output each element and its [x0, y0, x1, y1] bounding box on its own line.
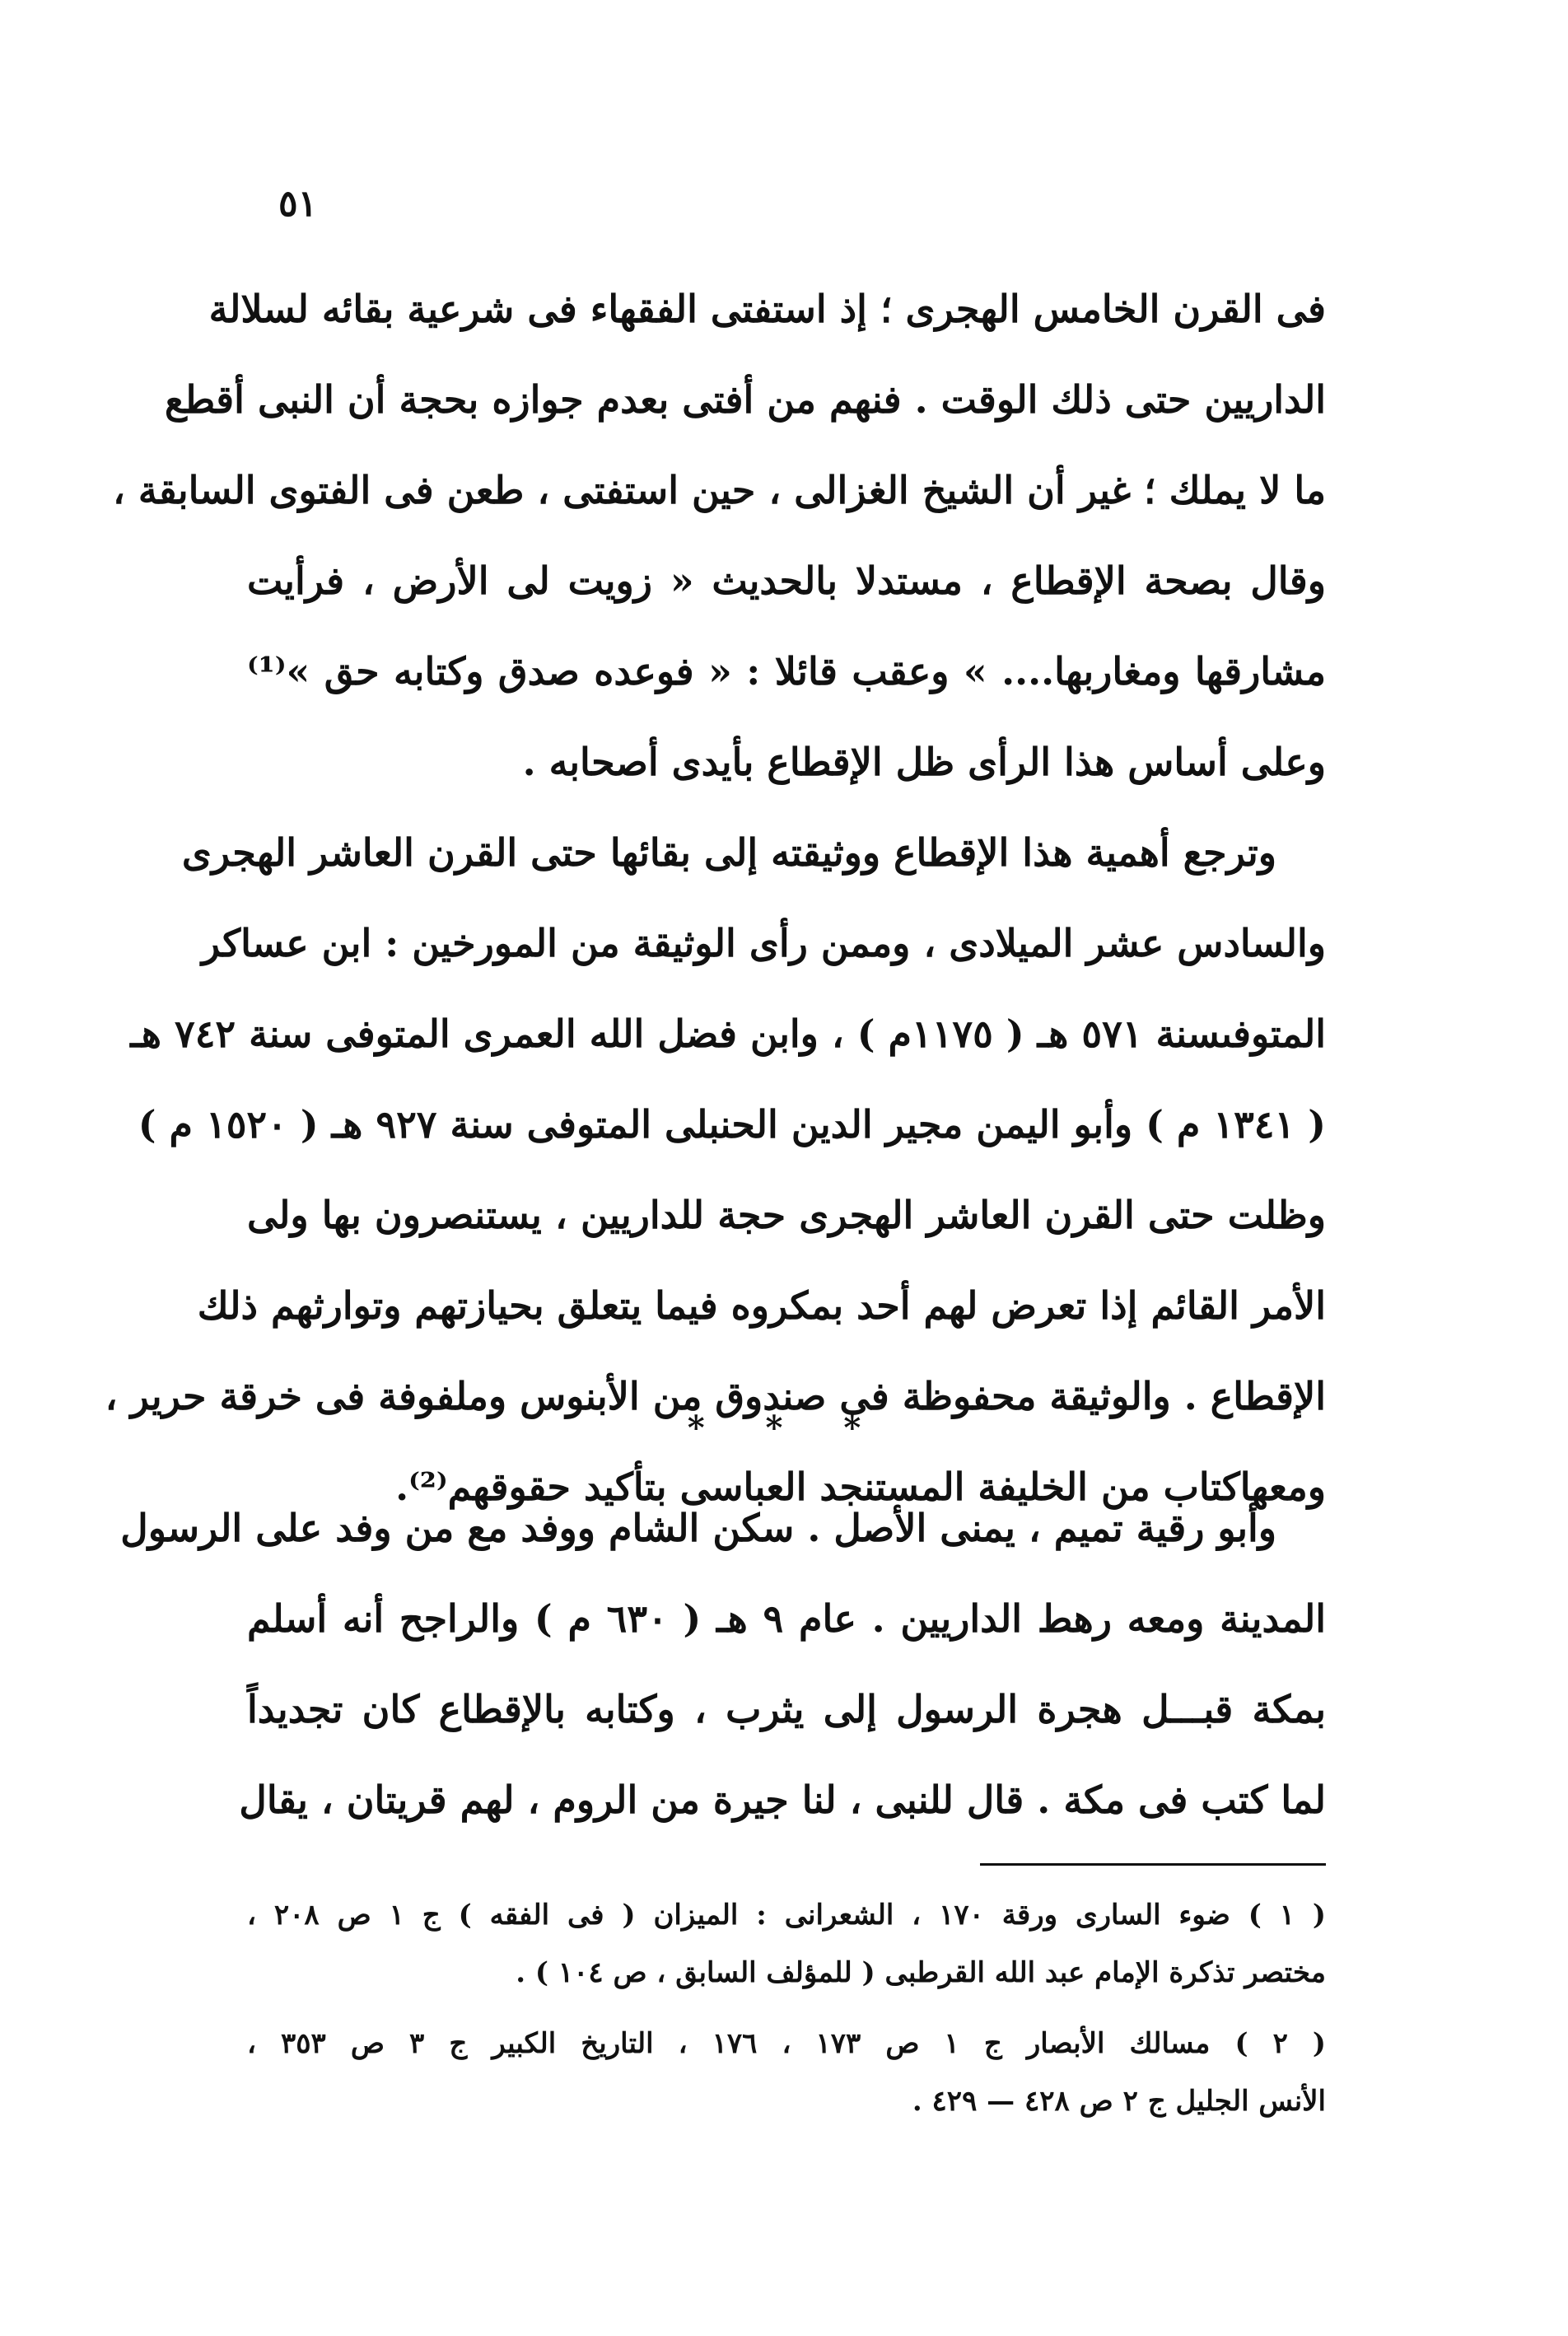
text-line: بمكة قبـــل هجرة الرسول إلى يثرب ، وكتابه بالإقطاع كان تجديداً: [247, 1687, 1326, 1731]
text-line: لما كتب فى مكة . قال للنبى ، لنا جيرة من الروم ، لهم قريتان ، يقال: [239, 1778, 1326, 1822]
text-line: ومعهاكتاب من الخليفة المستنجد العباسى بتأكيد حقوقهم⁽²⁾.: [395, 1465, 1326, 1509]
text-line: وقال بصحة الإقطاع ، مستدلا بالحديث « زويت لى الأرض ، فرأيت: [247, 558, 1326, 603]
text-line: وعلى أساس هذا الرأى ظل الإقطاع بأيدى أصحابه .: [522, 740, 1326, 784]
text-line: والسادس عشر الميلادى ، وممن رأى الوثيقة من المورخين : ابن عساكر: [201, 921, 1326, 965]
main-text-block-continued: [120, 1483, 1327, 1845]
main-text-block: [105, 264, 1326, 1532]
footnote-divider: [980, 1863, 1326, 1866]
text-line: مشارقها ومغاربها.... » وعقب قائلا : « فوعده صدق وكتابه حق »⁽¹⁾: [247, 649, 1326, 694]
page-number: ٥١: [278, 183, 318, 225]
text-line: الداريين حتى ذلك الوقت . فنهم من أفتى بعدم جوازه بحجة أن النبى أقطع: [164, 377, 1326, 422]
text-line: المدينة ومعه رهط الداريين . عام ٩ هـ ( ٦٣٠ م ) والراجح أنه أسلم: [247, 1596, 1327, 1641]
text-line: الأمر القائم إذا تعرض لهم أحد بمكروه فيما يتعلق بحيازتهم وتوارثهم ذلك: [197, 1283, 1326, 1328]
footnote-1-line: ( ١ ) ضوء السارى ورقة ١٧٠ ، الشعرانى : الميزان ( فى الفقه ) ج ١ ص ٢٠٨ ،: [247, 1899, 1327, 1932]
text-line: فى القرن الخامس الهجرى ؛ إذ استفتى الفقهاء فى شرعية بقائه لسلالة: [208, 287, 1326, 331]
text-line: ما لا يملك ؛ غير أن الشيخ الغزالى ، حين استفتى ، طعن فى الفتوى السابقة ،: [113, 468, 1326, 512]
text-line: المتوفىسنة ٥٧١ هـ ( ١١٧٥م ) ، وابن فضل الله العمرى المتوفى سنة ٧٤٢ هـ: [130, 1011, 1326, 1056]
footnotes: [247, 1886, 1326, 2130]
footnote-1-line: مختصر تذكرة الإمام عبد الله القرطبى ( للمؤلف السابق ، ص ١٠٤ ) .: [516, 1956, 1326, 1989]
text-line: وأبو رقية تميم ، يمنى الأصل . سكن الشام ووفد مع من وفد على الرسول: [120, 1506, 1276, 1550]
text-line: الإقطاع . والوثيقة محفوظة فى صندوق من الأبنوس وملفوفة فى خرقة حرير ،: [105, 1374, 1326, 1418]
footnote-2-line: الأنس الجليل ج ٢ ص ٤٢٨ — ٤٢٩ .: [912, 2085, 1326, 2118]
footnote-2-line: ( ٢ ) مسالك الأبصار ج ١ ص ١٧٣ ، ١٧٦ ، التاريخ الكبير ج ٣ ص ٣٥٣ ،: [247, 2027, 1327, 2060]
text-line: وظلت حتى القرن العاشر الهجرى حجة للداريين ، يستنصرون بها ولى: [247, 1193, 1326, 1237]
section-break: * * *: [687, 1409, 886, 1447]
text-line: وترجع أهمية هذا الإقطاع ووثيقته إلى بقائها حتى القرن العاشر الهجرى: [181, 830, 1276, 875]
text-line: ( ١٣٤١ م ) وأبو اليمن مجير الدين الحنبلى المتوفى سنة ٩٢٧ هـ ( ١٥٢٠ م ): [138, 1102, 1326, 1147]
